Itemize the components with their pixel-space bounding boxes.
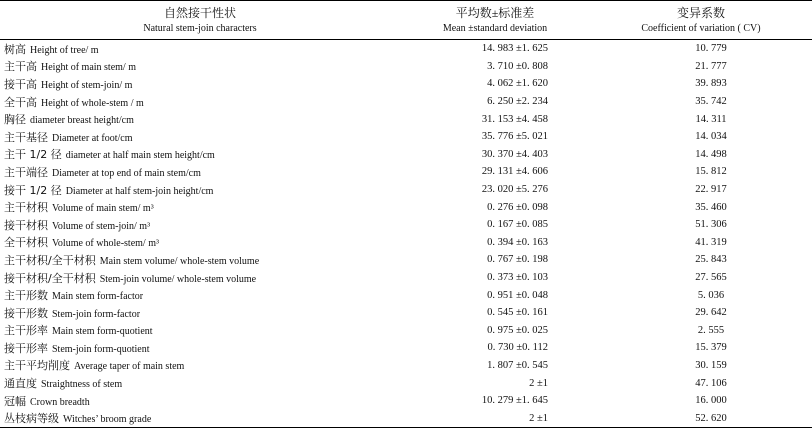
table-row [0, 58, 812, 76]
mean-sd-cell: 0. 545 ±0. 161 [487, 307, 548, 319]
trait-name-en: Height of whole-stem / m [41, 97, 144, 109]
mean-sd-cell: 0. 951 ±0. 048 [487, 289, 548, 301]
trait-name-en: Height of stem-join/ m [41, 79, 133, 91]
trait-name-en: Main stem form-quotient [52, 326, 153, 338]
trait-name-zh: 主干高 [4, 60, 37, 74]
trait-name-en: Volume of whole-stem/ m³ [52, 238, 159, 250]
trait-cell [0, 339, 400, 357]
trait-name-zh: 主干基径 [4, 130, 48, 144]
trait-cell [0, 75, 400, 93]
table-row [0, 234, 812, 252]
table-row [0, 93, 812, 111]
trait-name-zh: 接干形数 [4, 306, 48, 320]
header-cv-zh: 变异系数 [676, 6, 725, 20]
trait-name-zh: 主干平均削度 [4, 359, 70, 373]
mean-sd-cell: 35. 776 ±5. 021 [481, 131, 548, 143]
trait-cell [0, 392, 400, 410]
cv-cell: 5. 036 [697, 289, 725, 301]
trait-cell [0, 269, 400, 287]
table-body [0, 40, 812, 428]
trait-cell [0, 234, 400, 252]
table-row [0, 392, 812, 410]
mean-sd-cell: 0. 730 ±0. 112 [487, 342, 548, 354]
cv-cell: 39. 893 [695, 78, 727, 90]
table-row [0, 181, 812, 199]
table-row [0, 146, 812, 164]
trait-name-zh: 接干高 [4, 77, 37, 91]
trait-name-en: Witches’ broom grade [63, 414, 152, 426]
table-row [0, 198, 812, 216]
cv-cell: 27. 565 [695, 272, 727, 284]
trait-cell [0, 198, 400, 216]
mean-sd-cell: 1. 807 ±0. 545 [487, 359, 548, 371]
trait-cell [0, 93, 400, 111]
trait-cell [0, 251, 400, 269]
header-characters-zh: 自然接干性状 [163, 6, 236, 20]
mean-sd-cell: 0. 167 ±0. 085 [487, 219, 548, 231]
mean-sd-cell: 29. 131 ±4. 606 [481, 166, 548, 178]
trait-name-zh: 主干形率 [4, 324, 48, 338]
trait-cell [0, 128, 400, 146]
mean-sd-cell: 0. 373 ±0. 103 [487, 272, 548, 284]
mean-sd-cell: 4. 062 ±1. 620 [487, 78, 548, 90]
table-row [0, 304, 812, 322]
cv-cell: 35. 742 [695, 96, 727, 108]
table-row [0, 322, 812, 340]
trait-name-en: Main stem form-factor [52, 291, 144, 303]
trait-name-en: diameter at half main stem height/cm [65, 150, 215, 162]
trait-cell [0, 286, 400, 304]
trait-name-zh: 树高 [4, 42, 26, 56]
trait-name-en: Stem-join form-quotient [52, 343, 150, 355]
trait-name-zh: 主干材积/全干材积 [4, 253, 96, 267]
table-row [0, 339, 812, 357]
table-row [0, 374, 812, 392]
cv-cell: 15. 812 [695, 166, 727, 178]
trait-name-en: Volume of stem-join/ m³ [52, 220, 151, 232]
trait-name-zh: 通直度 [4, 377, 37, 391]
cv-cell: 21. 777 [695, 60, 727, 72]
trait-name-zh: 主干 1/2 径 [4, 148, 62, 162]
trait-name-zh: 冠幅 [4, 394, 26, 408]
cv-cell: 29. 642 [695, 307, 727, 319]
cv-cell: 16. 000 [695, 395, 727, 407]
mean-sd-cell: 10. 279 ±1. 645 [481, 395, 548, 407]
table-row [0, 409, 812, 427]
mean-sd-cell: 0. 276 ±0. 098 [487, 201, 548, 213]
trait-name-zh: 主干材积 [4, 201, 48, 215]
trait-name-zh: 接干材积/全干材积 [4, 271, 96, 285]
trait-name-en: Stem-join volume/ whole-stem volume [99, 273, 257, 285]
trait-cell [0, 40, 400, 58]
mean-sd-cell: 2 ±1 [400, 409, 590, 427]
cv-cell: 51. 306 [695, 219, 727, 231]
cv-cell: 2. 555 [697, 324, 725, 336]
table-row [0, 75, 812, 93]
table-row [0, 163, 812, 181]
table-row [0, 286, 812, 304]
trait-name-en: diameter breast height/cm [30, 115, 134, 127]
cv-cell: 14. 034 [695, 131, 727, 143]
mean-sd-cell: 3. 710 ±0. 808 [487, 60, 548, 72]
trait-name-en: Volume of main stem/ m³ [52, 203, 154, 215]
cv-cell: 14. 311 [695, 113, 727, 125]
trait-cell [0, 357, 400, 375]
header-mean-en: Mean ±standard deviation [400, 21, 590, 40]
cv-cell: 14. 498 [695, 148, 727, 160]
trait-name-zh: 接干材积 [4, 218, 48, 232]
table-header [0, 0, 812, 40]
table-row [0, 357, 812, 375]
cv-cell: 52. 620 [590, 409, 812, 427]
cv-cell: 41. 319 [695, 236, 727, 248]
table-row [0, 40, 812, 58]
mean-sd-cell: 14. 983 ±1. 625 [481, 43, 548, 55]
trait-cell [0, 374, 400, 392]
mean-sd-cell: 0. 394 ±0. 163 [487, 236, 548, 248]
trait-name-en: Diameter at half stem-join height/cm [65, 185, 214, 197]
trait-name-en: Average taper of main stem [74, 361, 185, 373]
mean-sd-cell: 2 ±1 [529, 377, 548, 389]
trait-name-zh: 全干高 [4, 95, 37, 109]
trait-name-zh: 接干形率 [4, 341, 48, 355]
trait-cell [0, 58, 400, 76]
mean-sd-cell: 30. 370 ±4. 403 [481, 148, 548, 160]
trait-name-en: Stem-join form-factor [52, 308, 141, 320]
header-mean-zh: 平均数±标准差 [455, 6, 535, 20]
trait-name-en: Crown breadth [30, 396, 90, 408]
trait-cell [0, 163, 400, 181]
trait-cell [0, 304, 400, 322]
header-cv-en: Coefficient of variation ( CV) [590, 21, 812, 40]
table-row [0, 110, 812, 128]
cv-cell: 30. 159 [695, 359, 727, 371]
trait-name-zh: 主干端径 [4, 165, 48, 179]
table-row [0, 128, 812, 146]
header-characters-en: Natural stem-join characters [0, 21, 400, 40]
mean-sd-cell: 31. 153 ±4. 458 [481, 113, 548, 125]
cv-cell: 10. 779 [695, 43, 727, 55]
trait-name-en: Main stem volume/ whole-stem volume [99, 255, 260, 267]
cv-cell: 25. 843 [695, 254, 727, 266]
trait-name-zh: 全干材积 [4, 236, 48, 250]
trait-name-zh: 主干形数 [4, 289, 48, 303]
cv-cell: 47. 106 [695, 377, 727, 389]
table-row [0, 216, 812, 234]
mean-sd-cell: 23. 020 ±5. 276 [481, 184, 548, 196]
mean-sd-cell: 6. 250 ±2. 234 [487, 96, 548, 108]
trait-name-zh: 接干 1/2 径 [4, 183, 62, 197]
cv-cell: 15. 379 [695, 342, 727, 354]
trait-cell [0, 146, 400, 164]
trait-name-en: Straightness of stem [41, 379, 123, 391]
mean-sd-cell: 0. 975 ±0. 025 [487, 324, 548, 336]
trait-cell [0, 409, 400, 427]
cv-cell: 35. 460 [695, 201, 727, 213]
trait-cell [0, 110, 400, 128]
trait-name-zh: 丛枝病等级 [4, 412, 59, 426]
trait-cell [0, 216, 400, 234]
trait-name-en: Diameter at foot/cm [52, 132, 133, 144]
trait-name-en: Height of tree/ m [30, 44, 99, 56]
cv-cell: 22. 917 [695, 184, 727, 196]
top-rule [0, 0, 812, 1]
mean-sd-cell: 0. 767 ±0. 198 [487, 254, 548, 266]
trait-name-zh: 胸径 [4, 113, 26, 127]
table-row [0, 251, 812, 269]
trait-cell [0, 181, 400, 199]
trait-cell [0, 322, 400, 340]
table-row [0, 269, 812, 287]
trait-name-en: Diameter at top end of main stem/cm [52, 167, 201, 179]
trait-name-en: Height of main stem/ m [41, 62, 136, 74]
